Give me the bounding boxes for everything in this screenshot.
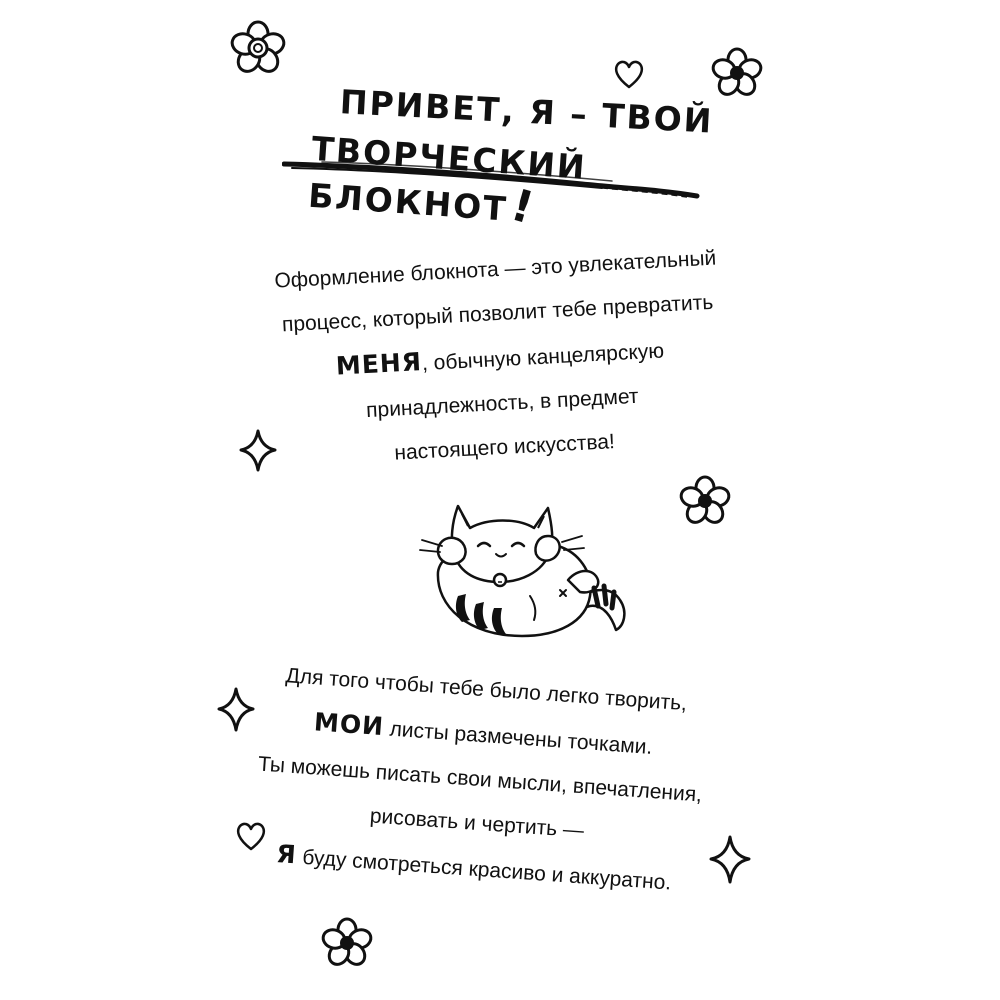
sparkle-icon xyxy=(708,834,752,884)
title-line-2-text: ТВОРЧЕСКИЙ БЛОКНОТ xyxy=(307,128,588,229)
flower-icon xyxy=(226,16,290,80)
intro-line-1: Оформление блокнота — это увлекательный xyxy=(273,246,717,293)
outro-emphasis-word-1: МОИ xyxy=(313,707,385,742)
sparkle-icon xyxy=(238,428,278,472)
flower-icon xyxy=(676,472,734,530)
outro-line-3: Ты можешь писать свои мысли, впечатления, xyxy=(257,752,703,807)
outro-line-4: рисовать и чертить — xyxy=(369,804,585,843)
outro-line-2-rest: листы размечены точками. xyxy=(383,717,654,759)
intro-paragraph xyxy=(245,235,756,483)
outro-line-1: Для того чтобы тебе было легко творить, xyxy=(284,664,688,716)
sparkle-icon xyxy=(216,686,256,732)
flower-icon xyxy=(318,914,376,972)
intro-line-5: настоящего искусства! xyxy=(393,430,616,465)
brush-stroke-underline xyxy=(282,150,702,200)
flower-icon xyxy=(708,44,766,102)
intro-line-3-rest: , обычную канцелярскую xyxy=(421,339,665,376)
heart-icon xyxy=(612,58,646,90)
outro-emphasis-word-2: Я xyxy=(275,839,298,870)
outro-line-5-rest: буду смотреться красиво и аккуратно. xyxy=(295,845,672,895)
outro-paragraph xyxy=(213,650,747,910)
heart-icon xyxy=(234,820,268,852)
intro-line-2: процесс, который позволит тебе превратить xyxy=(281,290,714,337)
title-exclamation: ! xyxy=(505,179,541,235)
title-line-1: ПРИВЕТ, Я – ТВОЙ xyxy=(338,82,715,141)
intro-line-4: принадлежность, в предмет xyxy=(365,384,640,423)
intro-emphasis-word: МЕНЯ xyxy=(335,347,423,381)
cat-illustration xyxy=(418,488,638,648)
